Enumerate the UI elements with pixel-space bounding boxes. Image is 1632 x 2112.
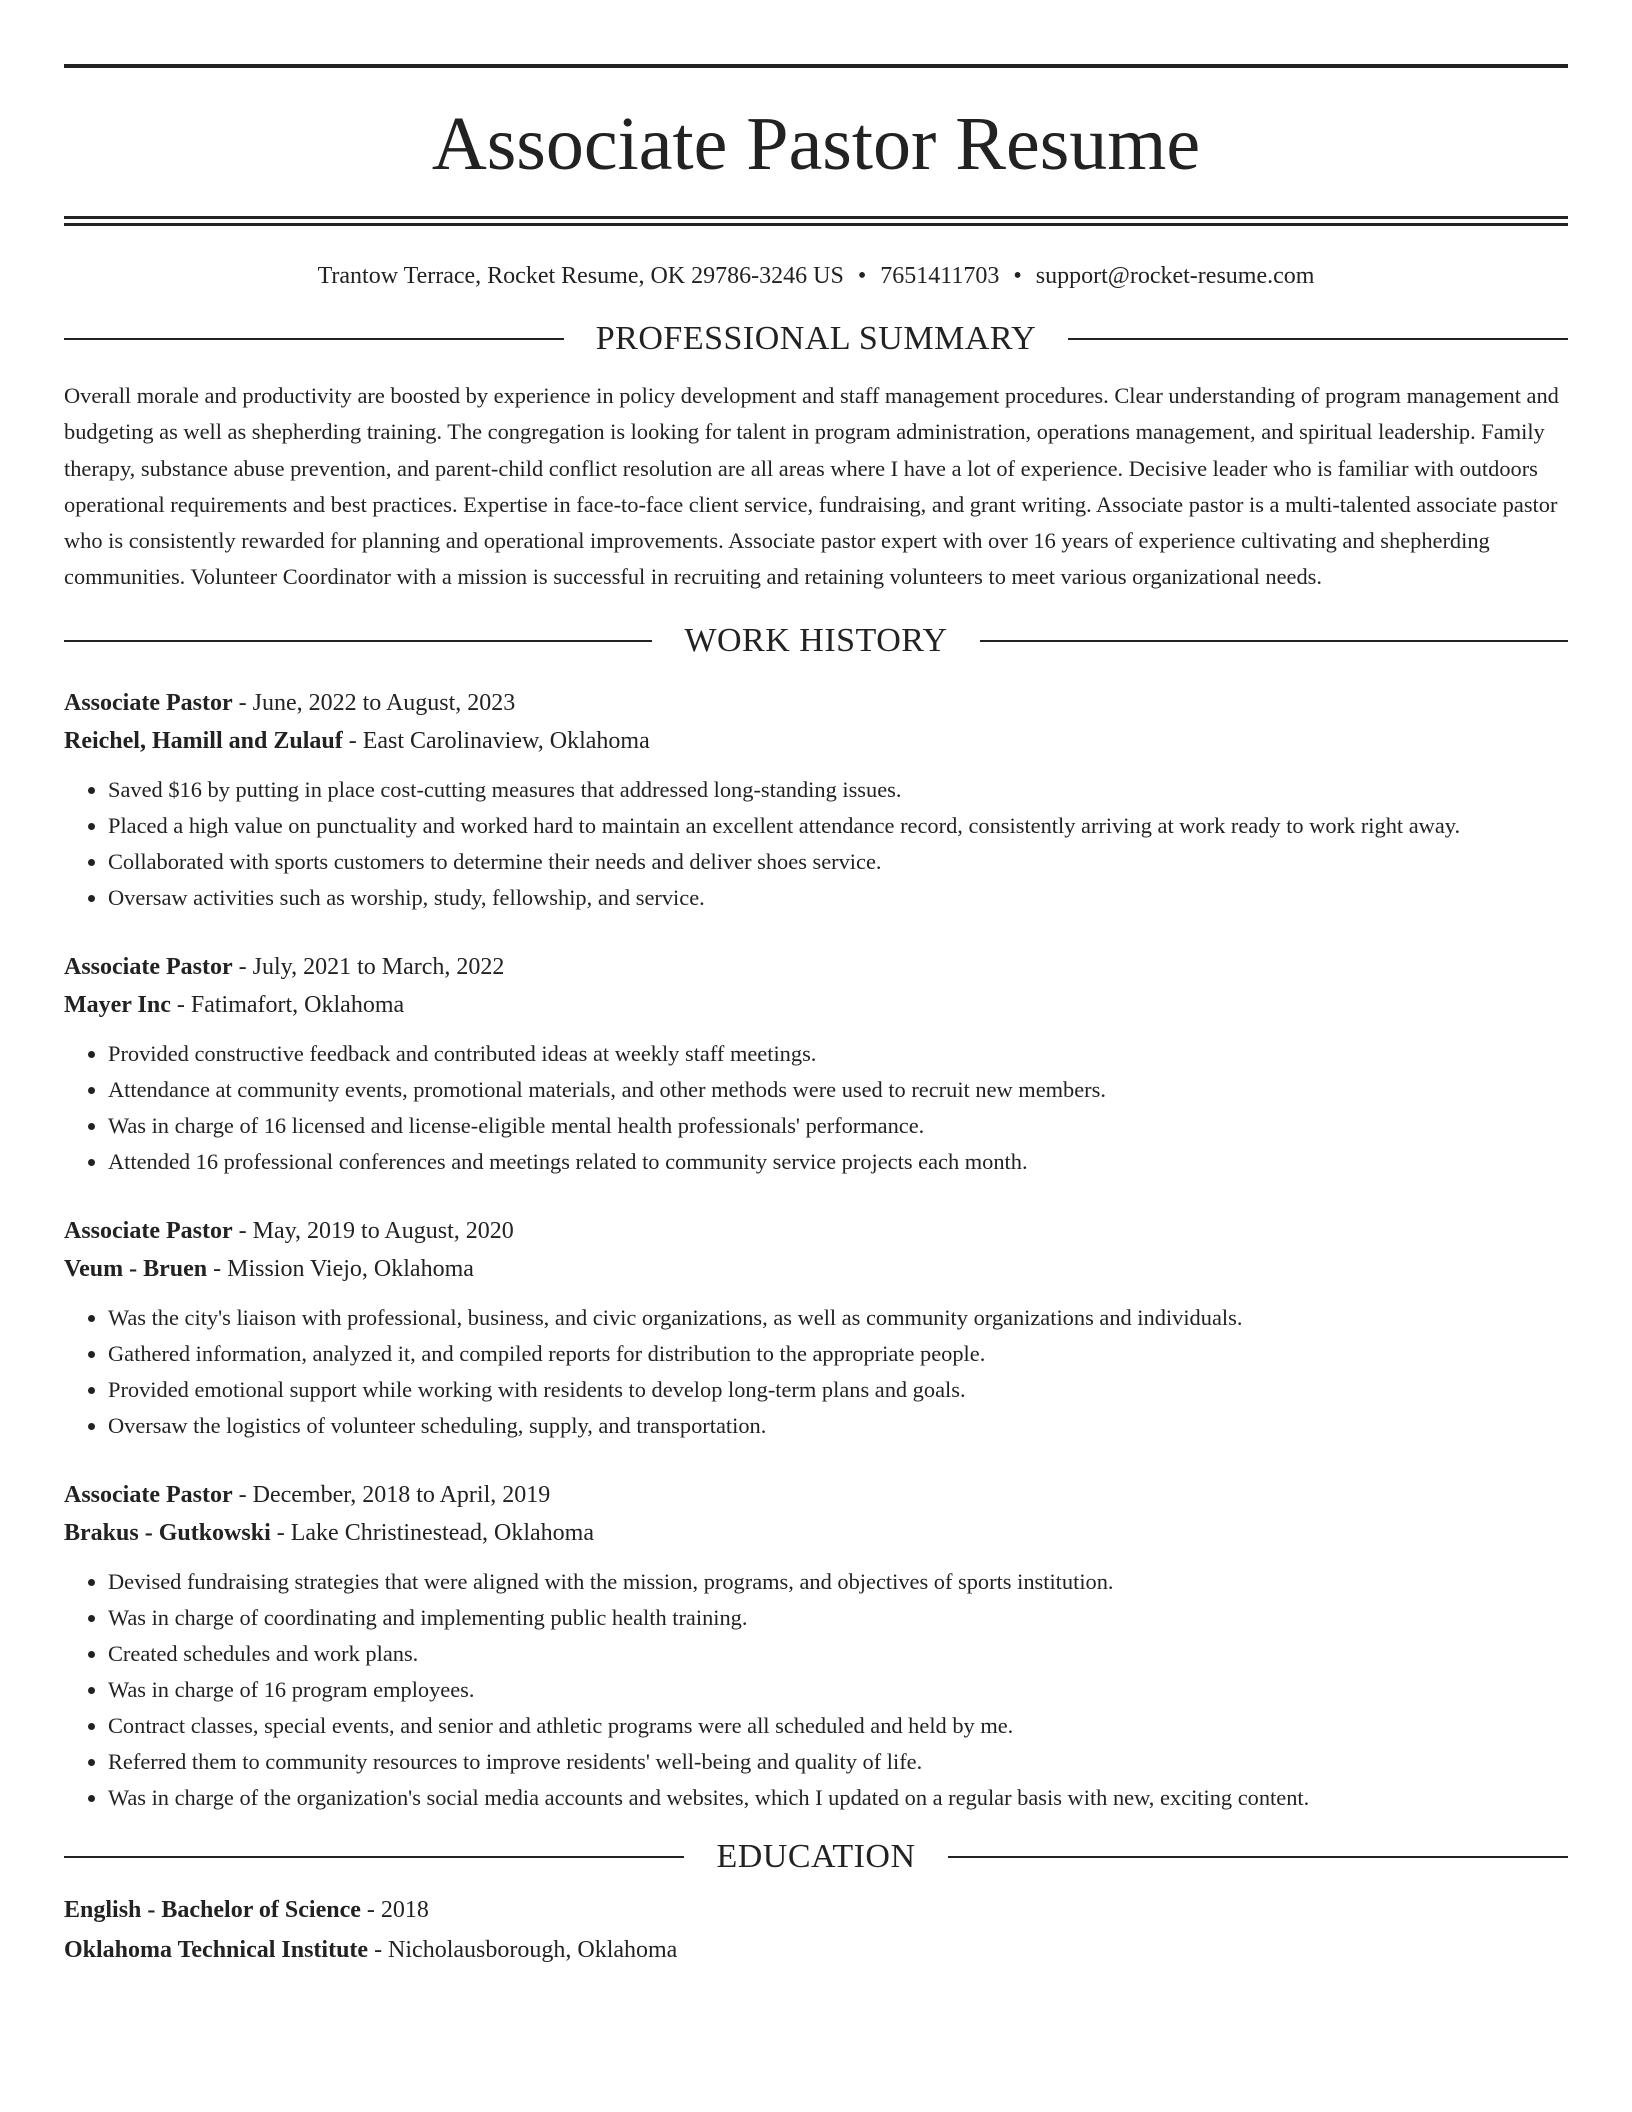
education-degree: English - Bachelor of Science <box>64 1896 361 1923</box>
job-bullet: • Was the city's liaison with professional, business, and civic organizations, as well as community organizations and individuals. <box>108 1300 1568 1336</box>
job-company: Brakus - Gutkowski <box>64 1519 271 1546</box>
job-location: - Lake Christinestead, Oklahoma <box>270 1519 594 1546</box>
work-section-heading <box>64 620 1568 662</box>
job-entry <box>64 1212 1568 1444</box>
job-entry <box>64 1476 1568 1816</box>
job-bullet-list <box>64 1564 1568 1816</box>
contact-address: Trantow Terrace, Rocket Resume, OK 29786-3246 US <box>317 263 844 289</box>
work-heading-label: WORK HISTORY <box>684 621 948 659</box>
education-degree-line <box>64 1890 1568 1930</box>
education-heading-label: EDUCATION <box>716 1837 916 1875</box>
job-bullet: • Oversaw activities such as worship, study, fellowship, and service. <box>108 880 1568 916</box>
job-bullet: • Oversaw the logistics of volunteer scheduling, supply, and transportation. <box>108 1408 1568 1444</box>
job-dates: - December, 2018 to April, 2019 <box>232 1481 551 1508</box>
title-double-rule <box>64 216 1568 226</box>
job-bullet: • Was in charge of 16 program employees. <box>108 1672 1568 1708</box>
job-company: Mayer Inc <box>64 991 171 1018</box>
job-title-line <box>64 1212 1568 1250</box>
job-bullet: • Was in charge of 16 licensed and license-eligible mental health professionals' performance. <box>108 1108 1568 1144</box>
education-section-heading <box>64 1836 1568 1878</box>
job-title-line <box>64 1476 1568 1514</box>
job-bullet: • Placed a high value on punctuality and worked hard to maintain an excellent attendance record, consistently arriving at work ready to work right away. <box>108 808 1568 844</box>
contact-separator: • <box>857 263 867 289</box>
summary-heading-label: PROFESSIONAL SUMMARY <box>595 320 1037 357</box>
job-company-line <box>64 722 1568 760</box>
job-bullet: • Referred them to community resources to improve residents' well-being and quality of life. <box>108 1744 1568 1780</box>
heading-rule-left <box>64 640 652 642</box>
job-bullet: • Contract classes, special events, and senior and athletic programs were all scheduled and held by me. <box>108 1708 1568 1744</box>
heading-rule-left <box>64 1856 684 1858</box>
job-location: - East Carolinaview, Oklahoma <box>342 727 650 754</box>
job-dates: - May, 2019 to August, 2020 <box>232 1217 514 1244</box>
summary-section-heading <box>64 318 1568 360</box>
job-bullet: • Devised fundraising strategies that were aligned with the mission, programs, and objectives of sports institution. <box>108 1564 1568 1600</box>
job-title: Associate Pastor <box>64 1217 233 1244</box>
job-bullet-list <box>64 1300 1568 1444</box>
job-bullet: • Provided constructive feedback and contributed ideas at weekly staff meetings. <box>108 1036 1568 1072</box>
contact-email: support@rocket-resume.com <box>1035 263 1315 289</box>
job-company: Reichel, Hamill and Zulauf <box>64 727 343 754</box>
job-bullet: • Attended 16 professional conferences and meetings related to community service projects each month. <box>108 1144 1568 1180</box>
resume-page <box>64 64 1568 1970</box>
job-location: - Fatimafort, Oklahoma <box>170 991 405 1018</box>
education-year: - 2018 <box>360 1896 429 1923</box>
professional-summary: Overall morale and productivity are boosted by experience in policy development and staff management procedures. Clear understanding of program management and budgeting as well as shepherding training. The congregation is looking for talent in program administration, operations management, and spiritual leadership. Family therapy, substance abuse prevention, and parent-child conflict resolution are all areas where I have a lot of experience. Decisive leader who is familiar with outdoors operational requirements and best practices. Expertise in face-to-face client service, fundraising, and grant writing. Associate pastor is a multi-talented associate pastor who is consistently rewarded for planning and operational improvements. Associate pastor expert with over 16 years of experience cultivating and shepherding communities. Volunteer Coordinator with a mission is successful in recruiting and retaining volunteers to meet various organizational needs. <box>64 383 1559 590</box>
job-bullet: • Attendance at community events, promotional materials, and other methods were used to recruit new members. <box>108 1072 1568 1108</box>
job-entry <box>64 948 1568 1180</box>
heading-rule-left <box>64 338 564 340</box>
heading-rule-right <box>980 640 1568 642</box>
job-bullet: • Provided emotional support while working with residents to develop long-term plans and goals. <box>108 1372 1568 1408</box>
heading-rule-right <box>1068 338 1568 340</box>
job-bullet: • Was in charge of coordinating and implementing public health training. <box>108 1600 1568 1636</box>
job-bullet: • Collaborated with sports customers to determine their needs and deliver shoes service. <box>108 844 1568 880</box>
job-bullet: • Created schedules and work plans. <box>108 1636 1568 1672</box>
contact-separator: • <box>1013 263 1022 289</box>
job-entry <box>64 684 1568 916</box>
education-school-line <box>64 1930 1568 1970</box>
job-title-line <box>64 684 1568 722</box>
education-entry <box>64 1890 1568 1970</box>
education-school: Oklahoma Technical Institute <box>64 1936 369 1963</box>
job-bullet: • Gathered information, analyzed it, and compiled reports for distribution to the appropriate people. <box>108 1336 1568 1372</box>
resume-title: Associate Pastor Resume <box>431 102 1201 186</box>
job-company-line <box>64 986 1568 1024</box>
job-company-line <box>64 1250 1568 1288</box>
job-location: - Mission Viejo, Oklahoma <box>207 1255 474 1282</box>
top-rule <box>64 64 1568 68</box>
job-title: Associate Pastor <box>64 953 233 980</box>
job-title: Associate Pastor <box>64 689 233 716</box>
job-bullet: • Was in charge of the organization's social media accounts and websites, which I updated on a regular basis with new, exciting content. <box>108 1780 1568 1816</box>
job-company: Veum - Bruen <box>64 1255 208 1282</box>
job-company-line <box>64 1514 1568 1552</box>
job-bullet: • Saved $16 by putting in place cost-cutting measures that addressed long-standing issues. <box>108 772 1568 808</box>
contact-phone: 7651411703 <box>880 263 1000 289</box>
contact-line <box>64 260 1568 292</box>
job-bullet-list <box>64 1036 1568 1180</box>
job-title-line <box>64 948 1568 986</box>
job-dates: - June, 2022 to August, 2023 <box>232 689 516 716</box>
work-history-list <box>64 684 1568 1816</box>
job-dates: - July, 2021 to March, 2022 <box>232 953 505 980</box>
job-title: Associate Pastor <box>64 1481 233 1508</box>
job-bullet-list <box>64 772 1568 916</box>
education-location: - Nicholausborough, Oklahoma <box>368 1936 678 1963</box>
heading-rule-right <box>948 1856 1568 1858</box>
